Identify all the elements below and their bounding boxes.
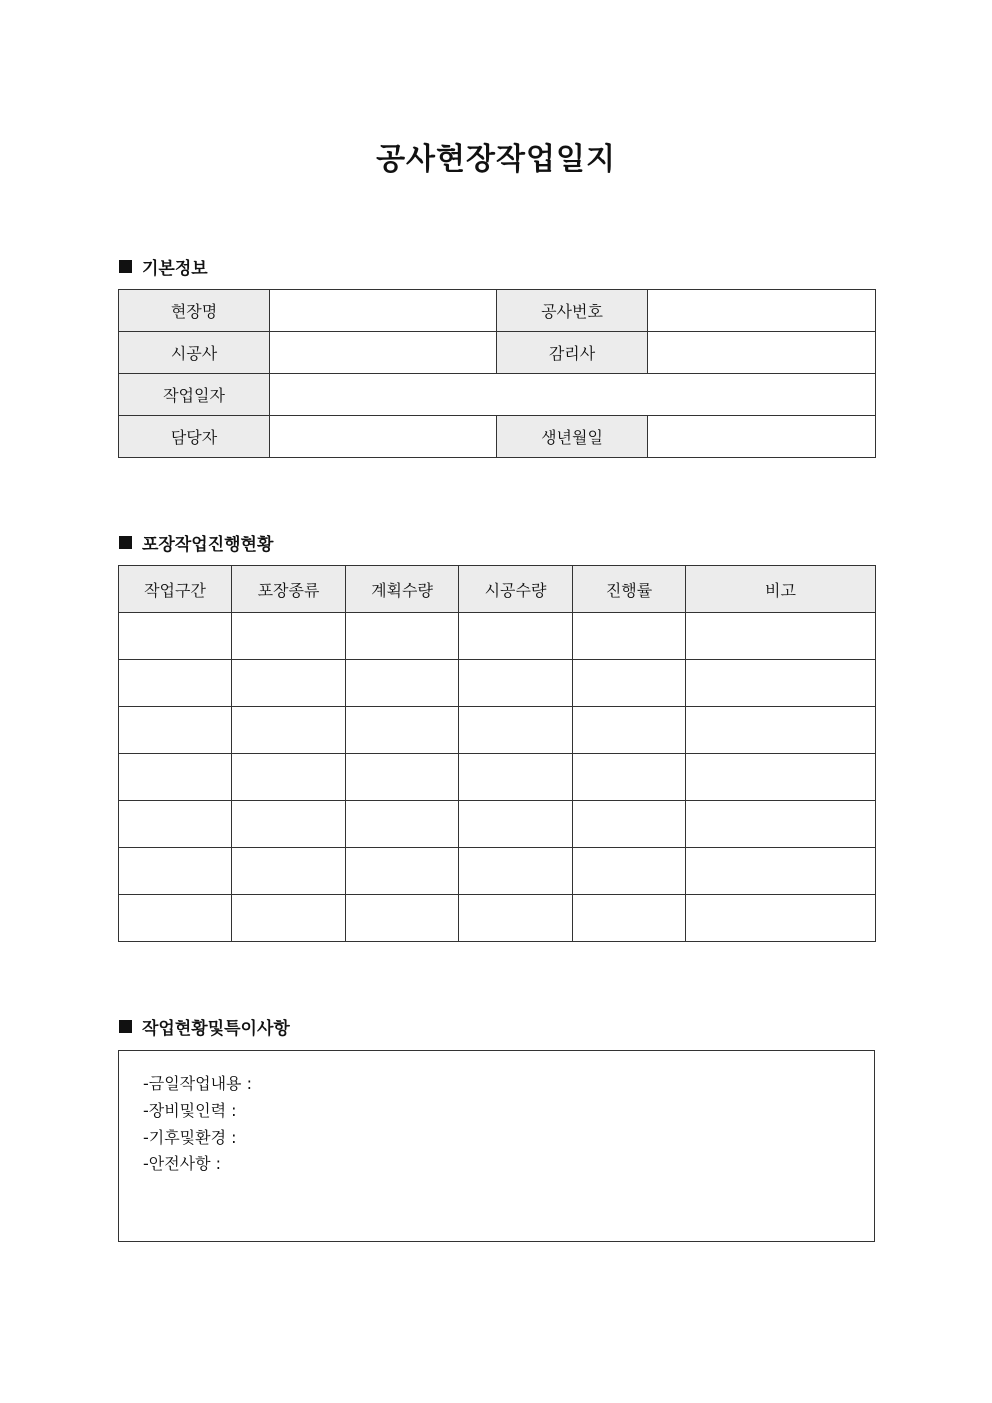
table-cell[interactable]	[686, 660, 876, 707]
square-bullet-icon	[119, 1020, 132, 1033]
birth-date-field[interactable]	[648, 416, 876, 458]
manager-label: 담당자	[119, 416, 270, 458]
table-row	[119, 660, 876, 707]
table-row	[119, 848, 876, 895]
table-row	[119, 613, 876, 660]
table-cell[interactable]	[119, 848, 232, 895]
table-cell[interactable]	[346, 895, 459, 942]
square-bullet-icon	[119, 260, 132, 273]
note-line-safety: -안전사항 :	[143, 1154, 222, 1173]
section-heading-progress-label: 포장작업진행현황	[142, 535, 274, 555]
table-cell[interactable]	[232, 613, 346, 660]
table-cell[interactable]	[119, 613, 232, 660]
table-cell[interactable]	[573, 613, 686, 660]
table-cell[interactable]	[346, 848, 459, 895]
table-cell[interactable]	[232, 707, 346, 754]
site-name-field[interactable]	[270, 290, 497, 332]
column-header: 시공수량	[459, 566, 573, 613]
supervisor-field[interactable]	[648, 332, 876, 374]
contractor-label: 시공사	[119, 332, 270, 374]
section-heading-progress	[119, 530, 273, 555]
table-row	[119, 895, 876, 942]
table-cell[interactable]	[459, 613, 573, 660]
table-cell[interactable]	[573, 801, 686, 848]
project-no-field[interactable]	[648, 290, 876, 332]
progress-table	[118, 565, 876, 942]
table-cell[interactable]	[459, 895, 573, 942]
table-cell[interactable]	[573, 707, 686, 754]
table-cell[interactable]	[346, 754, 459, 801]
table-cell[interactable]	[686, 801, 876, 848]
section-heading-basic	[119, 254, 208, 279]
table-cell[interactable]	[119, 660, 232, 707]
table-cell[interactable]	[232, 660, 346, 707]
column-header: 작업구간	[119, 566, 232, 613]
square-bullet-icon	[119, 536, 132, 549]
note-line-equipment: -장비및인력 :	[143, 1101, 237, 1120]
table-cell[interactable]	[346, 660, 459, 707]
column-header: 계획수량	[346, 566, 459, 613]
basic-info-table	[118, 289, 876, 458]
supervisor-label: 감리사	[497, 332, 648, 374]
table-cell[interactable]	[232, 801, 346, 848]
table-row	[119, 801, 876, 848]
table-cell[interactable]	[119, 707, 232, 754]
table-cell[interactable]	[459, 801, 573, 848]
table-cell[interactable]	[459, 707, 573, 754]
table-cell[interactable]	[346, 801, 459, 848]
work-date-field[interactable]	[270, 374, 876, 416]
table-cell[interactable]	[119, 895, 232, 942]
table-row	[119, 707, 876, 754]
table-cell[interactable]	[573, 754, 686, 801]
table-cell[interactable]	[232, 754, 346, 801]
contractor-field[interactable]	[270, 332, 497, 374]
note-line-today-work: -금일작업내용 :	[143, 1074, 252, 1093]
table-cell[interactable]	[573, 895, 686, 942]
table-cell[interactable]	[459, 848, 573, 895]
notes-box[interactable]	[118, 1050, 875, 1242]
table-cell[interactable]	[573, 848, 686, 895]
section-heading-notes-label: 작업현황및특이사항	[142, 1019, 290, 1039]
column-header: 진행률	[573, 566, 686, 613]
section-heading-basic-label: 기본정보	[142, 259, 208, 279]
table-cell[interactable]	[119, 754, 232, 801]
table-row	[119, 754, 876, 801]
birth-date-label: 생년월일	[497, 416, 648, 458]
table-cell[interactable]	[346, 707, 459, 754]
table-cell[interactable]	[686, 707, 876, 754]
column-header: 포장종류	[232, 566, 346, 613]
project-no-label: 공사번호	[497, 290, 648, 332]
table-cell[interactable]	[686, 613, 876, 660]
table-cell[interactable]	[686, 754, 876, 801]
table-cell[interactable]	[573, 660, 686, 707]
table-cell[interactable]	[459, 660, 573, 707]
manager-field[interactable]	[270, 416, 497, 458]
table-cell[interactable]	[459, 754, 573, 801]
document-title: 공사현장작업일지	[376, 142, 616, 177]
table-cell[interactable]	[119, 801, 232, 848]
table-cell[interactable]	[346, 613, 459, 660]
site-name-label: 현장명	[119, 290, 270, 332]
note-line-weather: -기후및환경 :	[143, 1128, 237, 1147]
section-heading-notes	[119, 1014, 290, 1039]
table-cell[interactable]	[232, 895, 346, 942]
table-cell[interactable]	[686, 848, 876, 895]
table-cell[interactable]	[232, 848, 346, 895]
work-date-label: 작업일자	[119, 374, 270, 416]
table-cell[interactable]	[686, 895, 876, 942]
column-header: 비고	[686, 566, 876, 613]
